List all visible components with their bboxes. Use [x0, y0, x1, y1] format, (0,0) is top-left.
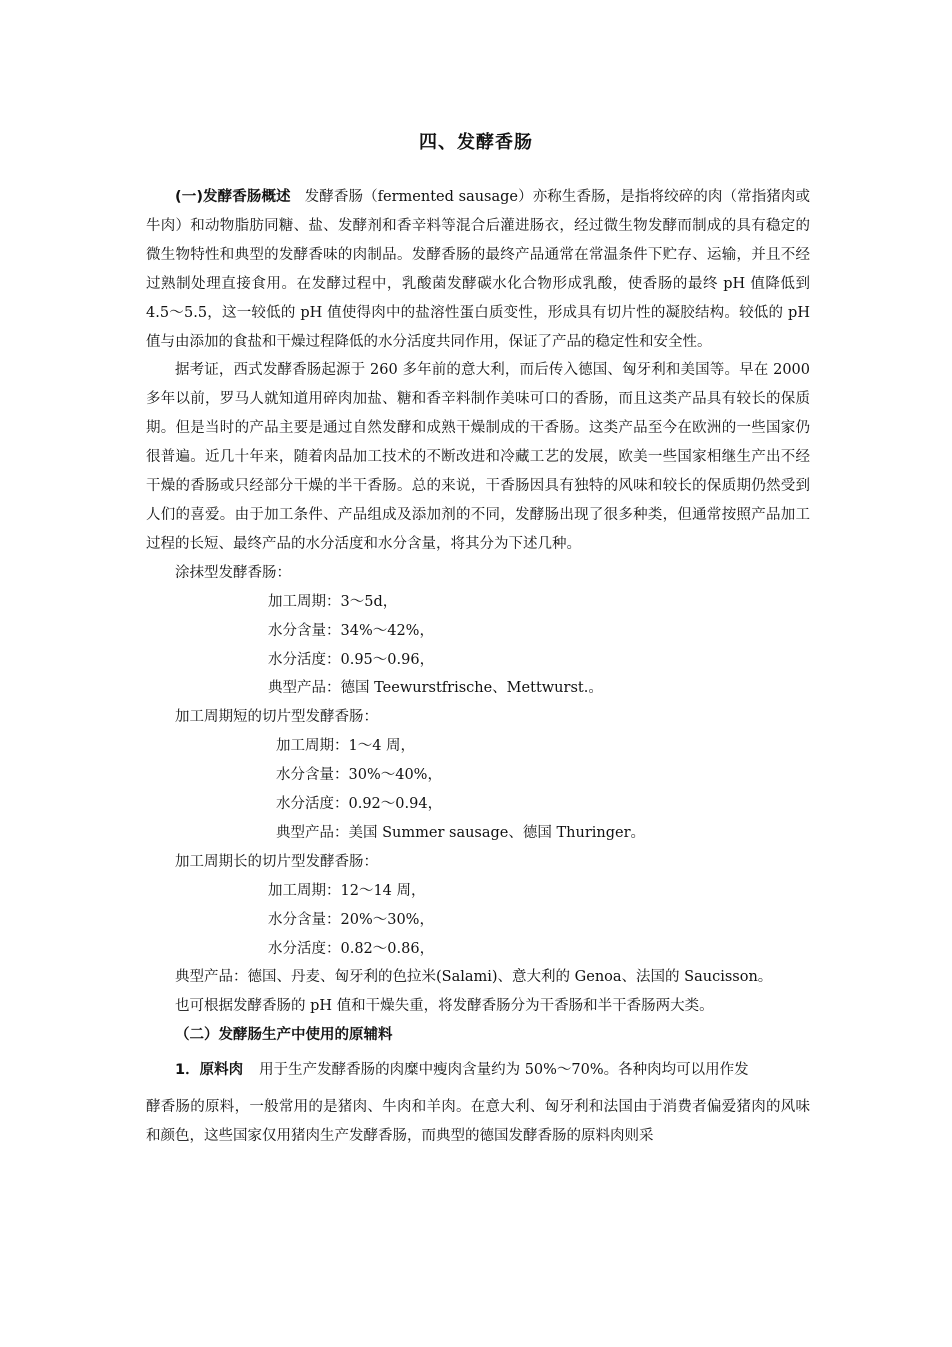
paragraph-overview — [146, 183, 810, 356]
category-long-sliceable: 加工周期长的切片型发酵香肠： — [175, 853, 378, 870]
spec-line: 水分含量：34%～42%， — [268, 622, 434, 639]
section-heading-materials: （二）发酵肠生产中使用的原辅料 — [175, 1027, 393, 1044]
spec-line: 水分含量：20%～30%， — [268, 911, 434, 928]
paragraph-raw-meat — [146, 1054, 810, 1086]
classification-note: 也可根据发酵香肠的 pH 值和干燥失重，将发酵香肠分为干香肠和半干香肠两大类。 — [175, 998, 714, 1015]
spec-line: 加工周期：3～5d， — [268, 593, 398, 610]
raw-meat-lead-text: 用于生产发酵香肠的肉糜中瘦肉含量约为 50%～70%。各种肉均可以用作发 — [259, 1062, 749, 1079]
document-body — [146, 183, 810, 1151]
typical-products-line: 典型产品：德国、丹麦、匈牙利的色拉米(Salami)、意大利的 Genoa、法国的 Saucisson。 — [175, 969, 773, 986]
page-title: 四、发酵香肠 — [419, 132, 533, 153]
spec-line: 加工周期：12～14 周， — [268, 882, 426, 899]
paragraph-raw-meat-continued: 酵香肠的原料，一般常用的是猪肉、牛肉和羊肉。在意大利、匈牙利和法国由于消费者偏爱猪肉的风味和颜色，这些国家仅用猪肉生产发酵香肠，而典型的德国发酵香肠的原料肉则采 — [146, 1099, 810, 1145]
subheading-raw-meat: 1．原料肉 — [175, 1062, 244, 1079]
paragraph-history: 据考证，西式发酵香肠起源于 260 多年前的意大利，而后传入德国、匈牙利和美国等。早在 2000 多年以前，罗马人就知道用碎肉加盐、糖和香辛料制作美味可口的香肠，而且这类产品具有较长的保质期。但是当时的产品主要是通过自然发酵和成熟干燥制成的干香肠。这类产品至今在欧洲的一些国家仍很普遍。近几十年来，随着肉品加工技术的不断改进和冷藏工艺的发展，欧美一些国家相继生产出不经干燥的香肠或只经部分干燥的半干香肠。总的来说，干香肠因具有独特的风味和较长的保质期仍然受到人们的喜爱。由于加工条件、产品组成及添加剂的不同，发酵肠出现了很多种类，但通常按照产品加工过程的长短、最终产品的水分活度和水分含量，将其分为下述几种。 — [146, 362, 810, 552]
spec-line: 水分活度：0.95～0.96， — [268, 651, 435, 668]
spec-line: 水分含量：30%～40%， — [276, 767, 442, 784]
spec-line: 水分活度：0.82～0.86， — [268, 940, 435, 957]
section-heading-overview: (一)发酵香肠概述 — [175, 189, 291, 205]
spec-line: 水分活度：0.92～0.94， — [276, 796, 443, 813]
category-spreadable: 涂抹型发酵香肠： — [175, 564, 291, 581]
spec-line: 加工周期：1～4 周， — [276, 738, 416, 755]
overview-text: 发酵香肠（fermented sausage）亦称生香肠，是指将绞碎的肉（常指猪肉或牛肉）和动物脂肪同糖、盐、发酵剂和香辛料等混合后灌进肠衣，经过微生物发酵而制成的具有稳定的微生物特性和典型的发酵香味的肉制品。发酵香肠的最终产品通常在常温条件下贮存、运输，并且不经过熟制处理直接食用。在发酵过程中，乳酸菌发酵碳水化合物形成乳酸，使香肠的最终 pH 值降低到 4.5～5.5，这一较低的 pH 值使得肉中的盐溶性蛋白质变性，形成具有切片性的凝胶结构。较低的 pH 值与由添加的食盐和干燥过程降低的水分活度共同作用，保证了产品的稳定性和安全性。 — [146, 189, 811, 350]
category-short-sliceable: 加工周期短的切片型发酵香肠： — [175, 709, 378, 726]
spec-line: 典型产品：美国 Summer sausage、德国 Thuringer。 — [276, 824, 646, 841]
spec-line: 典型产品：德国 Teewurstfrische、Mettwurst.。 — [268, 680, 603, 697]
